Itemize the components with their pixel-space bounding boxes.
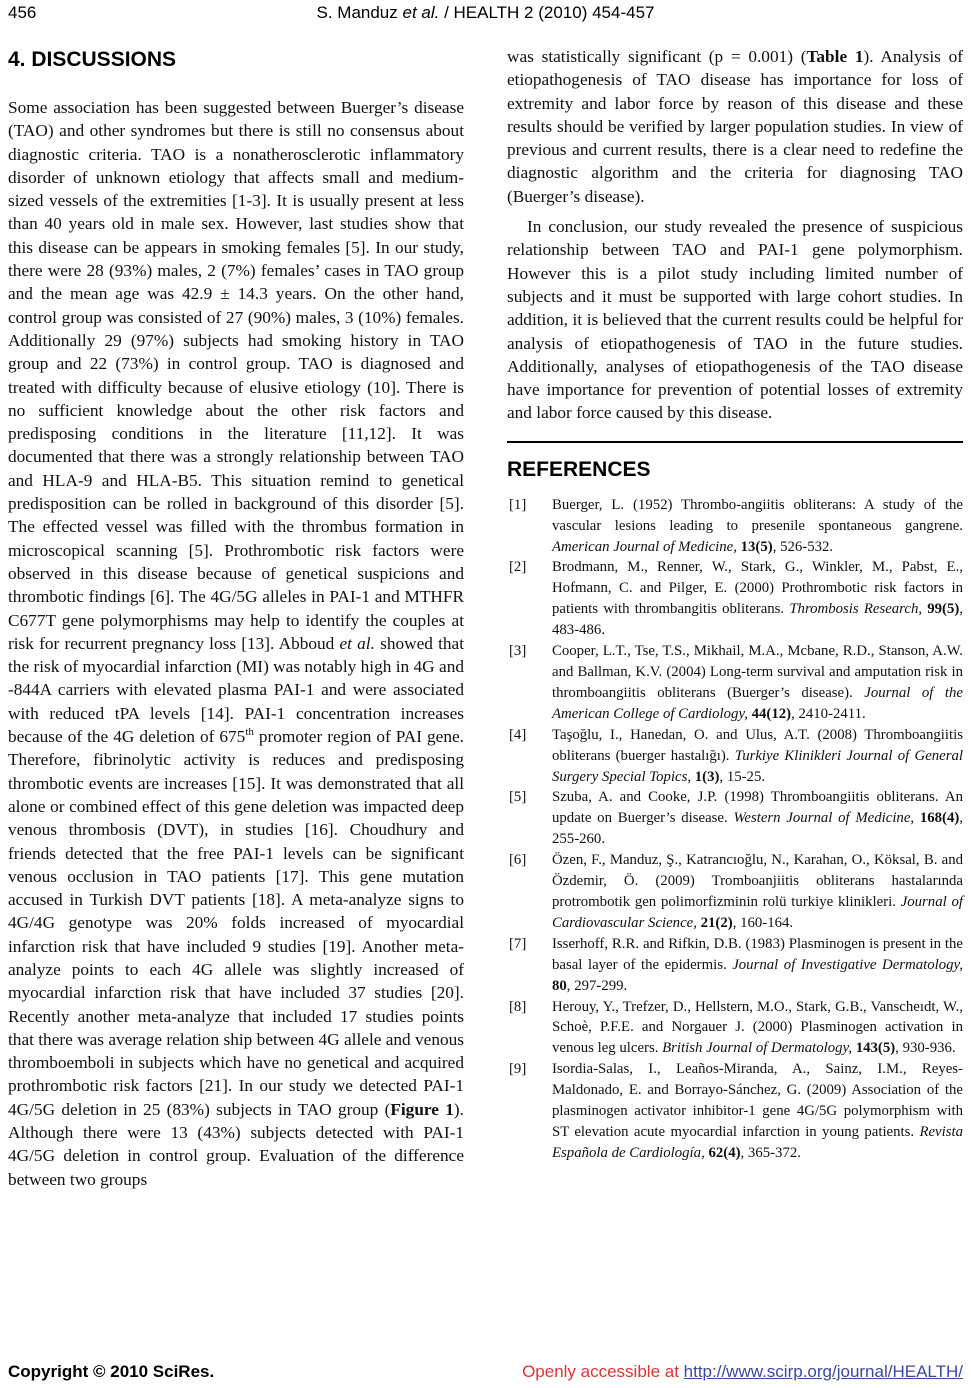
page-number: 456 bbox=[8, 3, 37, 22]
journal-name: American Journal of Medicine, bbox=[552, 538, 741, 555]
reference-text: Szuba, A. and Cooke, J.P. (1998) Thromboangiitis obliterans. An update on Buerger’s disease. Western Journal of Medicine, 168(4), 255-260. bbox=[552, 789, 963, 848]
reference-item bbox=[507, 1059, 963, 1164]
volume-issue: 62(4) bbox=[708, 1144, 741, 1161]
table-reference: Table 1 bbox=[806, 47, 864, 66]
access-statement: Openly accessible at http://www.scirp.org/journal/HEALTH/ bbox=[522, 1362, 963, 1381]
reference-text: Cooper, L.T., Tse, T.S., Mikhail, M.A., Mcbane, R.D., Stanson, A.W. and Ballman, K.V. (2004) Long-term survival and amputation risk in thromboangiitis obliterans (Buerger’s disease). Journal of the American College of Cardiology, 44(12), 2410-2411. bbox=[552, 643, 963, 722]
discussions-heading: 4. DISCUSSIONS bbox=[8, 48, 177, 71]
journal-name: British Journal of Dermatology, bbox=[662, 1040, 856, 1057]
reference-item bbox=[507, 641, 963, 725]
discussion-paragraph: Some association has been suggested between Buerger’s disease (TAO) and other syndromes but there is still no consensus about diagnostic criteria. TAO is a nonatherosclerotic inflammatory disorder of unknown etiology that affects small and medium-sized vessels of the extremities [1-3]. It is usually present at less than 40 years old in male sex. However, last studies show that this disease can be appears in smoking females [5]. In our study, there were 28 (93%) males, 2 (7%) females’ cases in TAO group and the mean age was 42.9 ± 14.3 years. On the other hand, control group was consisted of 27 (90%) males, 3 (10%) females. Additionally 29 (97%) subjects had smoking history in TAO group and 22 (73%) in control group. TAO is diagnosed and treated with difficulty because of elusive etiology (10]. There is no sufficient knowledge about the other risk factors and predisposing conditions in the literature [11,12]. It was documented that there was a strongly relationship between TAO and HLA-9 and HLA-B5. This situation remind to genetical predisposition can be rolled in background of this disorder [5]. The effected vessel was filled with the thrombus formation in microscopical scanning [5]. Prothrombotic risk factors were observed in this disease because of genetical suspicions and thrombotic findings [6]. The 4G/5G alleles in PAI-1 and MTHFR C677T gene polymorphisms may help to identify the couples at risk for recurrent pregnancy loss [13]. Abboud et al. showed that the risk of myocardial infarction (MI) was notably high in 4G and -844A carriers with elevated plasma PAI-1 and were associated with reduced tPA levels [14]. PAI-1 concentration increases because of the 4G deletion of 675th promoter region of PAI gene. Therefore, fibrinolytic activity is reduces and predisposing thrombotic events are increases [15]. It was demonstrated that all alone or combined effect of this gene deletion was impacted deep venous thrombosis (DVT), in studies [16]. Choudhury and friends detected that the free PAI-1 levels can be significant venous occlusion in TAO patients [17]. This gene mutation accused in Turkish DVT patients [18]. A meta-analyze signs to 4G/4G genotype was 20% folds increased of myocardial infarction risk that have included 9 studies [19]. Another meta-analyze points to each 4G allele was slightly increased of myocardial infarction risk that have included 37 studies [20]. Recently another meta-analyze that included 17 studies points that there was average relation ship between 4G allele and venous thromboemboli in subjects which have no genetical and acquired prothrombotic risk factors [21]. In our study we detected PAI-1 4G/5G deletion in 25 (83%) subjects in TAO group (Figure 1). Although there were 13 (43%) subjects detected with PAI-1 4G/5G deletion in control group. Evaluation of the difference between two groups bbox=[8, 98, 464, 1189]
volume-issue: 1(3) bbox=[694, 768, 720, 785]
volume-issue: 80 bbox=[552, 977, 567, 994]
volume-issue: 13(5) bbox=[740, 538, 773, 555]
reference-label: [2] bbox=[509, 559, 527, 576]
page-footer bbox=[8, 1362, 963, 1382]
journal-name: Journal of the American College of Cardiology, bbox=[552, 684, 963, 722]
reference-label: [5] bbox=[509, 789, 527, 806]
references-list bbox=[507, 495, 963, 1164]
reference-label: [8] bbox=[509, 998, 527, 1015]
reference-item bbox=[507, 787, 963, 850]
superscript-th: th bbox=[245, 726, 254, 739]
reference-label: [1] bbox=[509, 496, 527, 513]
running-head: S. Manduz et al. / HEALTH 2 (2010) 454-457 bbox=[316, 3, 655, 22]
figure-reference: Figure 1 bbox=[390, 1099, 454, 1119]
volume-issue: 143(5) bbox=[855, 1040, 896, 1057]
journal-name: Journal of Investigative Dermatology, bbox=[732, 956, 963, 973]
reference-text: Herouy, Y., Trefzer, D., Hellstern, M.O., Stark, G.B., Vanscheıdt, W., Schoè, P.F.E. and Norgauer J. (2000) Plasminogen activation in venous leg ulcers. British Journal of Dermatology, 143(5), 930-936. bbox=[552, 998, 963, 1057]
left-column bbox=[8, 40, 464, 1191]
reference-label: [4] bbox=[509, 726, 527, 743]
references-divider bbox=[507, 441, 963, 443]
reference-item bbox=[507, 725, 963, 788]
page-header bbox=[8, 3, 963, 25]
right-column bbox=[507, 40, 963, 1191]
et-al-italic: et al. bbox=[339, 633, 375, 653]
reference-item bbox=[507, 997, 963, 1060]
journal-name: Thrombosis Research, bbox=[789, 601, 928, 618]
reference-text: Brodmann, M., Renner, W., Stark, G., Winkler, M., Pabst, E., Hofmann, C. and Pilger, E. (2000) Prothrombotic risk factors in patients with thrombangitis obliterans. Thrombosis Research, 99(5), 483-486. bbox=[552, 559, 963, 639]
references-heading: REFERENCES bbox=[507, 457, 651, 481]
two-column-body bbox=[8, 40, 963, 1191]
reference-item bbox=[507, 850, 963, 934]
volume-issue: 168(4) bbox=[919, 810, 960, 827]
reference-item bbox=[507, 495, 963, 558]
reference-label: [3] bbox=[509, 643, 527, 660]
reference-text: Isordia-Salas, I., Leaños-Miranda, A., Sainz, I.M., Reyes-Maldonado, E. and Borrayo-Sánchez, G. (2009) Association of the plasminogen activator inhibitor-1 gene 4G/5G polymorphism with ST elevation acute myocardial infarction in young patients. Revista Española de Cardiología, 62(4), 365-372. bbox=[552, 1061, 963, 1161]
journal-name: Journal of Cardiovascular Science, bbox=[552, 893, 963, 931]
reference-label: [7] bbox=[509, 935, 527, 952]
reference-text: Isserhoff, R.R. and Rifkin, D.B. (1983) Plasminogen is present in the basal layer of the epidermis. Journal of Investigative Dermatology, 80, 297-299. bbox=[552, 935, 963, 994]
reference-item bbox=[507, 934, 963, 997]
copyright-notice: Copyright © 2010 SciRes. bbox=[8, 1362, 215, 1381]
reference-label: [9] bbox=[509, 1061, 527, 1078]
reference-text: Özen, F., Manduz, Ş., Katrancıoğlu, N., Karahan, O., Köksal, B. and Özdemir, Ö. (2009) Tromboanjiitis obliterans hastalarında protrombotik gen polimorfizminin rolü turkiye klinikleri. Journal of Cardiovascular Science, 21(2), 160-164. bbox=[552, 852, 963, 931]
volume-issue: 44(12) bbox=[751, 705, 792, 722]
reference-text: Buerger, L. (1952) Thrombo-angiitis obliterans: A study of the vascular lesions leading to presenile spontaneous gangrene. American Journal of Medicine, 13(5), 526-532. bbox=[552, 496, 963, 555]
reference-item bbox=[507, 557, 963, 641]
journal-url-link[interactable]: http://www.scirp.org/journal/HEALTH/ bbox=[683, 1362, 963, 1381]
journal-name: Revista Española de Cardiología, bbox=[552, 1123, 963, 1161]
conclusion-paragraph: In conclusion, our study revealed the presence of suspicious relationship between TAO and PAI-1 gene polymorphism. However this is a pilot study including limited number of subjects and it must be supported with large cohort studies. In addition, it is believed that the current results could be helpful for analysis of etiopathogenesis of TAO in the future studies. Additionally, analyses of etiopathogenesis of the TAO disease have importance for prevention of potential losses of extremity and labor force caused by this disease. bbox=[507, 217, 963, 423]
volume-issue: 21(2) bbox=[700, 914, 733, 931]
journal-name: Western Journal of Medicine, bbox=[733, 810, 920, 827]
reference-label: [6] bbox=[509, 852, 527, 869]
volume-issue: 99(5) bbox=[927, 601, 960, 618]
reference-text: Taşoğlu, I., Hanedan, O. and Ulus, A.T. (2008) Thromboangiitis obliterans (buerger hastalığı). Turkiye Klinikleri Journal of General Surgery Special Topics, 1(3), 15-25. bbox=[552, 726, 963, 785]
journal-name: Turkiye Klinikleri Journal of General Surgery Special Topics, bbox=[552, 747, 963, 785]
results-paragraph: was statistically significant (p = 0.001) (Table 1). Analysis of etiopathogenesis of TAO disease has importance for loss of extremity and labor force by reason of this disease and these results should be verified by larger population studies. In view of previous and current results, there is a clear need to redefine the diagnostic algorithm and the criteria for diagnosing TAO (Buerger’s disease). bbox=[507, 47, 963, 206]
